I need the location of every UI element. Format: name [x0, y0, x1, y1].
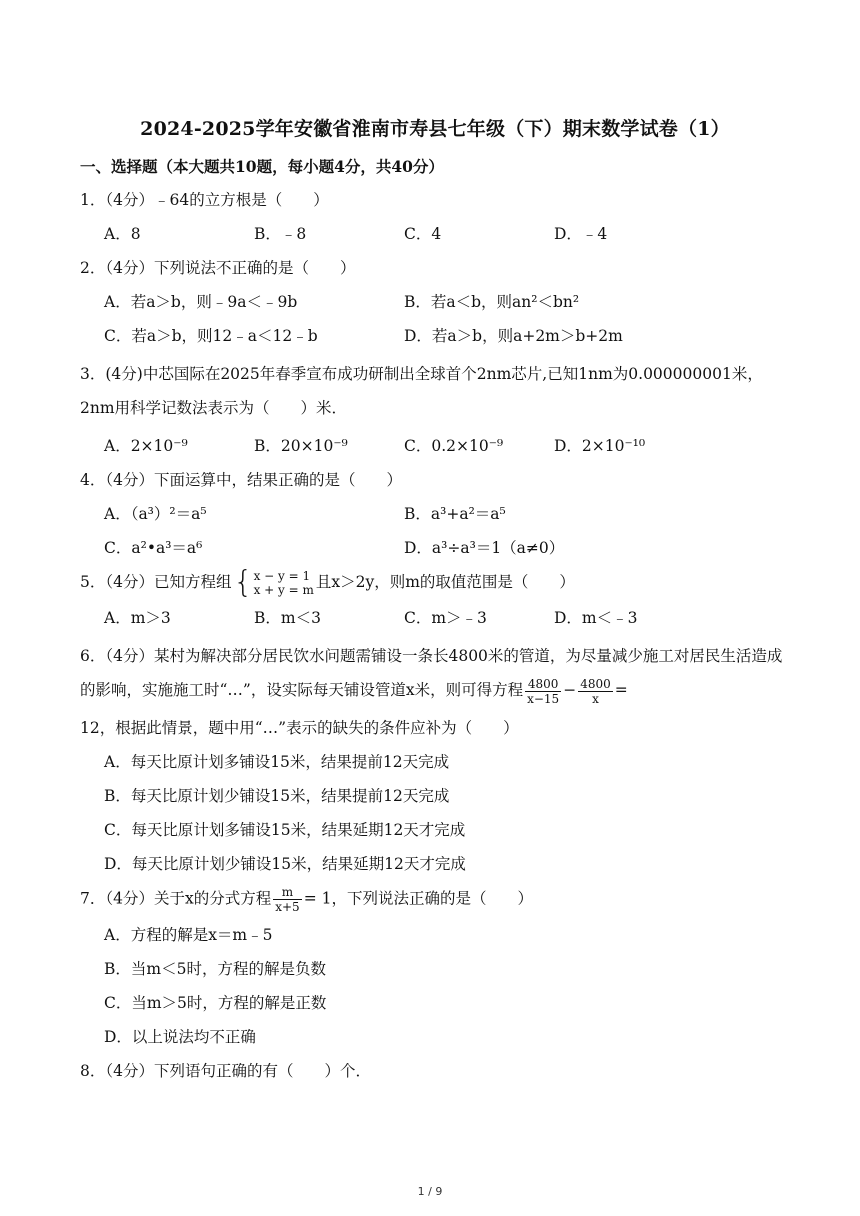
section-heading: 一、选择题（本大题共10题，每小题4分，共40分）	[80, 157, 444, 176]
fraction-1-denominator: x−15	[527, 691, 560, 706]
fraction-numerator: m	[273, 885, 301, 900]
option-c: C．若a＞b，则12﹣a＜12﹣b	[104, 327, 318, 345]
option-a: A．方程的解是x＝m﹣5	[104, 926, 273, 944]
question-2-stem: 2．（4分）下列说法不正确的是（ ）	[80, 259, 356, 277]
equation-1: x − y = 1	[253, 569, 311, 583]
equation-lines	[254, 569, 314, 597]
question-6-stem-cont: 12，根据此情景，题中用“…”表示的缺失的条件应补为（ ）	[80, 719, 519, 737]
option-b: B．m＜3	[254, 609, 321, 627]
question-7-options	[104, 922, 790, 1050]
minus-sign: −	[563, 681, 577, 699]
option-b: B．20×10⁻⁹	[254, 437, 348, 455]
fraction	[273, 885, 301, 914]
option-a: A．每天比原计划多铺设15米，结果提前12天完成	[104, 753, 450, 771]
question-2-options-row2	[104, 323, 790, 349]
question-7-stem	[80, 885, 790, 914]
question-7-stem-pre: 7．（4分）关于x的分式方程	[80, 889, 272, 908]
option-d: D．以上说法均不正确	[104, 1028, 256, 1046]
option-a: A．若a＞b，则﹣9a＜﹣9b	[104, 293, 298, 311]
option-c: C．每天比原计划多铺设15米，结果延期12天才完成	[104, 821, 466, 839]
question-6-stem	[80, 639, 790, 707]
page-number: 1 / 9	[417, 1185, 443, 1198]
option-c: C．4	[404, 225, 442, 243]
question-4-stem: 4．（4分）下面运算中，结果正确的是（ ）	[80, 471, 402, 489]
fraction-2-numerator: 4800	[580, 676, 611, 691]
fraction-2-denominator: x	[592, 691, 599, 706]
question-6-options	[104, 749, 790, 877]
option-a: A．m＞3	[104, 609, 171, 627]
question-2-options-row1	[104, 289, 790, 315]
question-4-options-row1	[104, 501, 790, 527]
question-1-stem: 1．（4分）﹣64的立方根是（ ）	[80, 191, 329, 209]
option-c: C．0.2×10⁻⁹	[404, 437, 504, 455]
page-title: 2024-2025学年安徽省淮南市寿县七年级（下）期末数学试卷（1）	[140, 118, 730, 140]
brace-glyph: {	[233, 565, 253, 600]
option-b: B．若a＜b，则an²＜bn²	[404, 293, 580, 311]
option-d: D．2×10⁻¹⁰	[554, 437, 646, 455]
option-a: A．8	[104, 225, 141, 243]
fraction-1	[525, 677, 561, 706]
option-d: D．若a＞b，则a+2m＞b+2m	[404, 327, 623, 345]
question-7-stem-post: = 1，下列说法正确的是（ ）	[303, 889, 533, 908]
option-b: B．当m＜5时，方程的解是负数	[104, 960, 326, 978]
question-5-stem-pre: 5．（4分）已知方程组	[80, 573, 232, 591]
option-b: B．﹣8	[254, 225, 307, 243]
question-5-options	[104, 605, 790, 631]
option-a: A．（a³）²＝a⁵	[104, 505, 207, 523]
option-b: B．a³+a²＝a⁵	[404, 505, 506, 523]
equals-sign: =	[614, 681, 628, 699]
option-a: A．2×10⁻⁹	[104, 437, 188, 455]
question-5-stem	[80, 565, 790, 600]
option-c: C．m＞﹣3	[404, 609, 487, 627]
question-8-stem: 8．（4分）下列语句正确的有（ ）个．	[80, 1062, 371, 1080]
equation-system	[233, 565, 314, 600]
option-c: C．a²•a³＝a⁶	[104, 539, 203, 557]
option-b: B．每天比原计划少铺设15米，结果提前12天完成	[104, 787, 450, 805]
fraction-1-numerator: 4800	[525, 677, 561, 692]
option-d: D．﹣4	[554, 225, 608, 243]
question-5-stem-post: 且x＞2y，则m的取值范围是（ ）	[315, 573, 575, 591]
question-3-stem: 3．(4分)中芯国际在2025年春季宣布成功研制出全球首个2nm芯片,已知1nm为0.000000001米，2nm用科学记数法表示为（ ）米．	[80, 365, 763, 417]
option-d: D．每天比原计划少铺设15米，结果延期12天才完成	[104, 855, 466, 873]
question-4-options-row2	[104, 535, 790, 561]
fraction-denominator: x+5	[275, 900, 300, 914]
equation-2: x + y = m	[253, 583, 314, 597]
question-3-options	[104, 433, 790, 459]
option-d: D．a³÷a³＝1（a≠0）	[404, 539, 565, 557]
fraction-2	[578, 677, 613, 706]
question-1-options	[104, 221, 790, 247]
option-d: D．m＜﹣3	[554, 609, 638, 627]
option-c: C．当m＞5时，方程的解是正数	[104, 994, 327, 1012]
question-6-stem-pre: 6．（4分）某村为解决部分居民饮水问题需铺设一条长4800米的管道，为尽量减少施工对居民生活造成的影响，实施施工时“…”，设实际每天铺设管道x米，则可得方程	[80, 647, 783, 699]
